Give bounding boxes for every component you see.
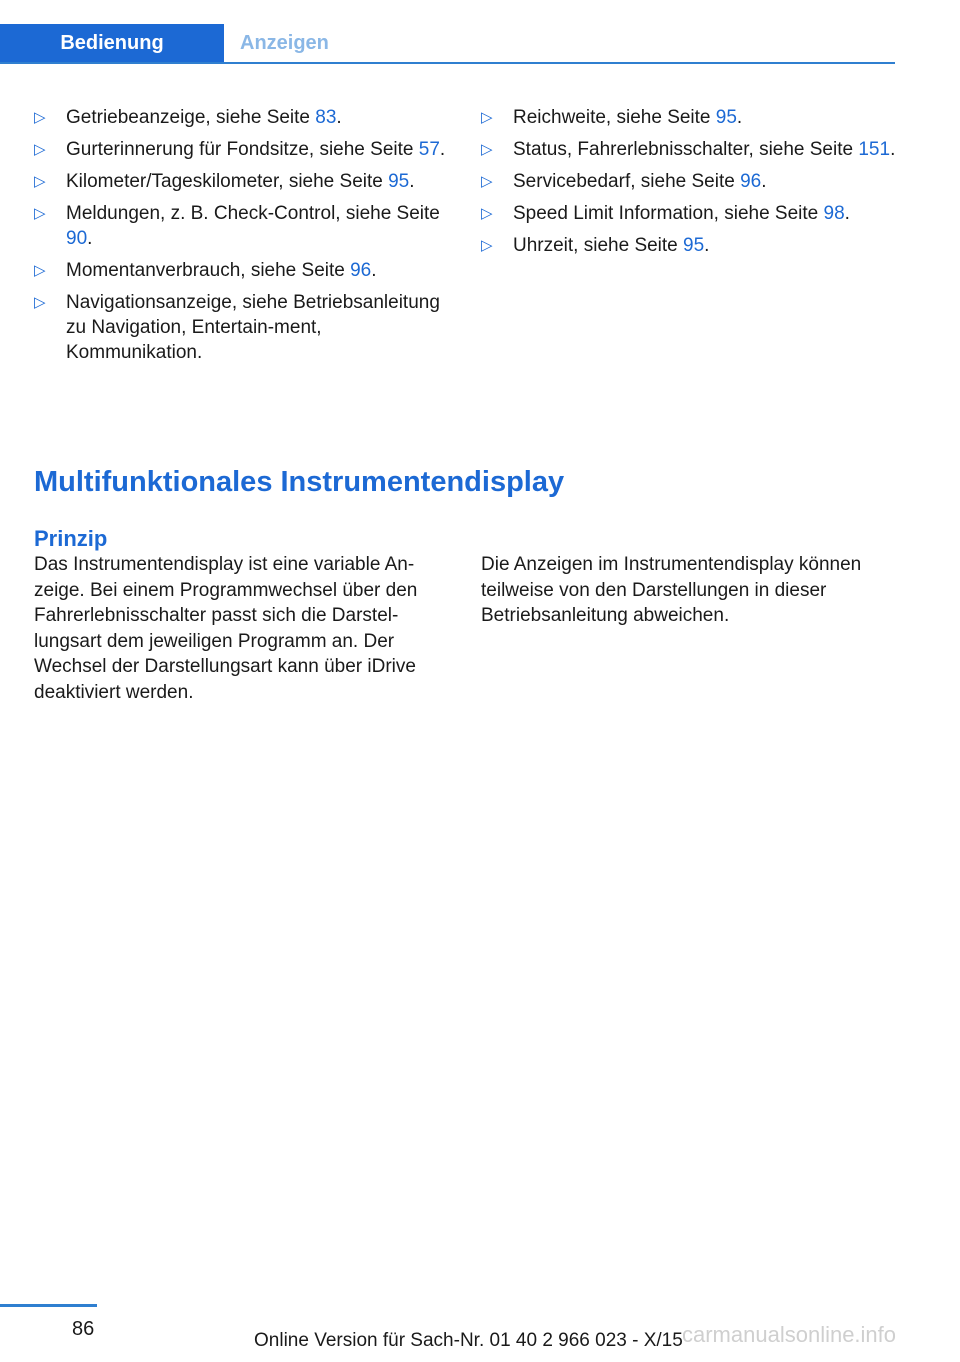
tab-anzeigen[interactable]: Anzeigen <box>240 32 329 54</box>
list-item: ▷ Momentanverbrauch, siehe Seite 96. <box>34 260 377 281</box>
page-link[interactable]: 57 <box>418 139 440 160</box>
triangle-bullet-icon: ▷ <box>481 109 493 126</box>
list-item: ▷ Navigationsanzeige, siehe Betriebsanleitung zu Navigation, Entertain-ment, Kommunikation. <box>34 292 440 363</box>
page-link[interactable]: 98 <box>823 203 845 224</box>
page-link[interactable]: 83 <box>315 107 337 128</box>
list-item: ▷ Kilometer/Tageskilometer, siehe Seite 95. <box>34 171 415 192</box>
list-item: ▷ Servicebedarf, siehe Seite 96. <box>481 171 767 192</box>
page-number: 86 <box>72 1318 95 1340</box>
triangle-bullet-icon: ▷ <box>34 205 46 222</box>
tab-bedienung[interactable]: Bedienung <box>0 24 224 62</box>
right-column <box>481 105 896 258</box>
page-link[interactable]: 95 <box>388 171 410 192</box>
triangle-bullet-icon: ▷ <box>34 173 46 190</box>
list-item: ▷ Speed Limit Information, siehe Seite 98. <box>481 203 850 224</box>
section-subtitle: Prinzip <box>34 526 108 551</box>
paragraph-left: Das Instrumentendisplay ist eine variable An-zeige. Bei einem Programmwechsel über den Fahrerlebnisschalter passt sich die Darstel-lungsart dem jeweiligen Programm an. Der Wechsel der Darstellungsart kann über iDrive deaktiviert werden. <box>34 554 418 703</box>
page-link[interactable]: 151 <box>858 139 891 160</box>
footer-version-text: Online Version für Sach-Nr. 01 40 2 966 023 - X/15 <box>254 1330 683 1351</box>
footer-rule <box>0 1304 97 1307</box>
page-link[interactable]: 96 <box>740 171 762 192</box>
section-title: Multifunktionales Instrumentendisplay <box>34 466 565 498</box>
triangle-bullet-icon: ▷ <box>34 109 46 126</box>
triangle-bullet-icon: ▷ <box>34 294 46 311</box>
list-item: ▷ Meldungen, z. B. Check-Control, siehe Seite 90. <box>34 203 440 249</box>
triangle-bullet-icon: ▷ <box>34 262 46 279</box>
header-bar <box>0 24 895 64</box>
paragraph-right: Die Anzeigen im Instrumentendisplay können teilweise von den Darstellungen in dieser Betriebsanleitung abweichen. <box>481 554 862 626</box>
page-link[interactable]: 95 <box>683 235 705 256</box>
list-item: ▷ Uhrzeit, siehe Seite 95. <box>481 235 710 256</box>
triangle-bullet-icon: ▷ <box>481 237 493 254</box>
triangle-bullet-icon: ▷ <box>481 141 493 158</box>
left-column <box>34 105 449 365</box>
list-item: ▷ Status, Fahrerlebnisschalter, siehe Seite 151. <box>481 139 896 160</box>
left-bullet-list <box>34 105 449 365</box>
list-item: ▷ Reichweite, siehe Seite 95. <box>481 107 743 128</box>
triangle-bullet-icon: ▷ <box>481 205 493 222</box>
page-link[interactable]: 95 <box>715 107 737 128</box>
watermark: carmanualsonline.info <box>682 1322 897 1347</box>
triangle-bullet-icon: ▷ <box>34 141 46 158</box>
triangle-bullet-icon: ▷ <box>481 173 493 190</box>
page-link[interactable]: 96 <box>350 260 372 281</box>
page-link[interactable]: 90 <box>66 228 88 249</box>
right-bullet-list <box>481 105 896 258</box>
list-item: ▷ Getriebeanzeige, siehe Seite 83. <box>34 107 342 128</box>
list-item: ▷ Gurterinnerung für Fondsitze, siehe Seite 57. <box>34 139 446 160</box>
